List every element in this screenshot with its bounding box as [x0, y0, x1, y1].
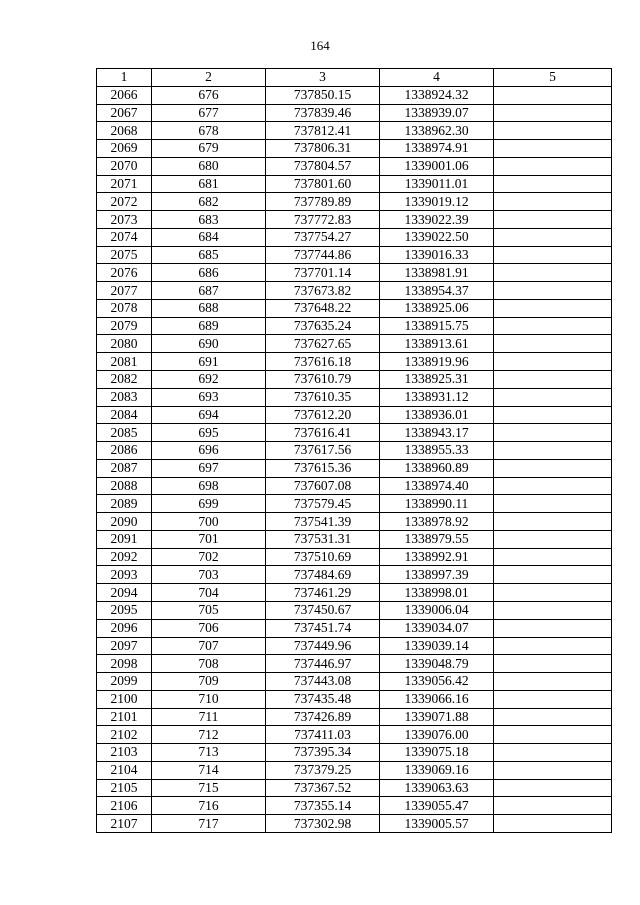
table-cell-col-2: 694 — [152, 406, 266, 424]
table-cell-col-1: 2068 — [97, 122, 152, 140]
table-cell-col-1: 2107 — [97, 815, 152, 833]
table-cell-col-5 — [494, 140, 612, 158]
table-row — [97, 690, 612, 708]
table-cell-col-2: 676 — [152, 86, 266, 104]
table-row — [97, 637, 612, 655]
table-cell-col-4: 1338954.37 — [380, 282, 494, 300]
table-cell-col-1: 2088 — [97, 477, 152, 495]
table-row — [97, 157, 612, 175]
table-cell-col-5 — [494, 228, 612, 246]
table-cell-col-2: 698 — [152, 477, 266, 495]
table-row — [97, 815, 612, 833]
table-cell-col-5 — [494, 495, 612, 513]
table-cell-col-1: 2084 — [97, 406, 152, 424]
table-cell-col-1: 2075 — [97, 246, 152, 264]
table-cell-col-4: 1339075.18 — [380, 744, 494, 762]
page-number: 164 — [310, 38, 330, 53]
table-row — [97, 175, 612, 193]
table-cell-col-5 — [494, 513, 612, 531]
table-cell-col-4: 1338925.06 — [380, 299, 494, 317]
table-row — [97, 193, 612, 211]
table-cell-col-4: 1338919.96 — [380, 353, 494, 371]
table-cell-col-5 — [494, 477, 612, 495]
table-row — [97, 726, 612, 744]
table-cell-col-5 — [494, 566, 612, 584]
table-cell-col-1: 2106 — [97, 797, 152, 815]
table-cell-col-5 — [494, 211, 612, 229]
table-cell-col-2: 680 — [152, 157, 266, 175]
table-cell-col-3: 737579.45 — [266, 495, 380, 513]
table-cell-col-2: 717 — [152, 815, 266, 833]
table-cell-col-5 — [494, 601, 612, 619]
table-cell-col-4: 1339019.12 — [380, 193, 494, 211]
table-cell-col-4: 1338925.31 — [380, 371, 494, 389]
table-cell-col-1: 2098 — [97, 655, 152, 673]
table-cell-col-2: 708 — [152, 655, 266, 673]
table-cell-col-5 — [494, 175, 612, 193]
table-row — [97, 744, 612, 762]
table-cell-col-3: 737789.89 — [266, 193, 380, 211]
table-cell-col-5 — [494, 584, 612, 602]
table-cell-col-2: 716 — [152, 797, 266, 815]
table-cell-col-4: 1339063.63 — [380, 779, 494, 797]
table-cell-col-4: 1339016.33 — [380, 246, 494, 264]
table-cell-col-1: 2073 — [97, 211, 152, 229]
table-cell-col-3: 737804.57 — [266, 157, 380, 175]
table-cell-col-5 — [494, 299, 612, 317]
coordinates-table — [96, 68, 612, 833]
table-cell-col-3: 737812.41 — [266, 122, 380, 140]
table-cell-col-5 — [494, 708, 612, 726]
column-header-5: 5 — [494, 69, 612, 87]
table-cell-col-5 — [494, 317, 612, 335]
table-cell-col-1: 2078 — [97, 299, 152, 317]
table-cell-col-5 — [494, 761, 612, 779]
table-cell-col-2: 709 — [152, 673, 266, 691]
table-cell-col-5 — [494, 388, 612, 406]
table-cell-col-2: 683 — [152, 211, 266, 229]
table-cell-col-4: 1338962.30 — [380, 122, 494, 140]
table-cell-col-2: 710 — [152, 690, 266, 708]
table-cell-col-4: 1339005.57 — [380, 815, 494, 833]
table-cell-col-1: 2100 — [97, 690, 152, 708]
table-cell-col-2: 712 — [152, 726, 266, 744]
table-row — [97, 673, 612, 691]
table-cell-col-3: 737617.56 — [266, 442, 380, 460]
table-cell-col-2: 691 — [152, 353, 266, 371]
table-cell-col-1: 2101 — [97, 708, 152, 726]
table-cell-col-4: 1339076.00 — [380, 726, 494, 744]
table-cell-col-2: 688 — [152, 299, 266, 317]
table-row — [97, 655, 612, 673]
table-cell-col-4: 1338924.32 — [380, 86, 494, 104]
table-row — [97, 548, 612, 566]
table-cell-col-4: 1339071.88 — [380, 708, 494, 726]
table-cell-col-5 — [494, 459, 612, 477]
table-cell-col-3: 737801.60 — [266, 175, 380, 193]
table-row — [97, 140, 612, 158]
table-cell-col-1: 2071 — [97, 175, 152, 193]
table-cell-col-3: 737616.41 — [266, 424, 380, 442]
table-cell-col-4: 1338992.91 — [380, 548, 494, 566]
table-cell-col-5 — [494, 371, 612, 389]
table-cell-col-4: 1339055.47 — [380, 797, 494, 815]
table-cell-col-4: 1338931.12 — [380, 388, 494, 406]
table-cell-col-1: 2093 — [97, 566, 152, 584]
table-cell-col-1: 2103 — [97, 744, 152, 762]
table-row — [97, 371, 612, 389]
table-cell-col-1: 2083 — [97, 388, 152, 406]
table-row — [97, 353, 612, 371]
table-cell-col-2: 714 — [152, 761, 266, 779]
table-cell-col-1: 2096 — [97, 619, 152, 637]
table-cell-col-3: 737484.69 — [266, 566, 380, 584]
table-cell-col-4: 1338981.91 — [380, 264, 494, 282]
table-cell-col-1: 2081 — [97, 353, 152, 371]
table-cell-col-1: 2074 — [97, 228, 152, 246]
table-cell-col-1: 2105 — [97, 779, 152, 797]
table-row — [97, 388, 612, 406]
table-cell-col-2: 690 — [152, 335, 266, 353]
table-cell-col-3: 737839.46 — [266, 104, 380, 122]
table-cell-col-4: 1339001.06 — [380, 157, 494, 175]
table-header — [97, 69, 612, 87]
table-row — [97, 566, 612, 584]
table-cell-col-4: 1339066.16 — [380, 690, 494, 708]
table-row — [97, 299, 612, 317]
table-row — [97, 442, 612, 460]
table-row — [97, 104, 612, 122]
table-cell-col-2: 696 — [152, 442, 266, 460]
table-cell-col-2: 715 — [152, 779, 266, 797]
table-cell-col-3: 737395.34 — [266, 744, 380, 762]
table-cell-col-3: 737607.08 — [266, 477, 380, 495]
table-cell-col-5 — [494, 282, 612, 300]
table-cell-col-1: 2104 — [97, 761, 152, 779]
table-cell-col-5 — [494, 246, 612, 264]
column-header-3: 3 — [266, 69, 380, 87]
table-cell-col-5 — [494, 744, 612, 762]
table-cell-col-4: 1339022.39 — [380, 211, 494, 229]
table-row — [97, 495, 612, 513]
table-cell-col-5 — [494, 424, 612, 442]
table-cell-col-1: 2076 — [97, 264, 152, 282]
table-cell-col-5 — [494, 86, 612, 104]
table-cell-col-3: 737744.86 — [266, 246, 380, 264]
table-cell-col-2: 704 — [152, 584, 266, 602]
table-cell-col-3: 737772.83 — [266, 211, 380, 229]
table-cell-col-3: 737615.36 — [266, 459, 380, 477]
table-cell-col-3: 737379.25 — [266, 761, 380, 779]
header-row — [97, 69, 612, 87]
table-cell-col-3: 737411.03 — [266, 726, 380, 744]
table-cell-col-4: 1338913.61 — [380, 335, 494, 353]
table-row — [97, 264, 612, 282]
table-row — [97, 761, 612, 779]
table-cell-col-2: 701 — [152, 530, 266, 548]
table-cell-col-1: 2102 — [97, 726, 152, 744]
table-cell-col-5 — [494, 726, 612, 744]
table-cell-col-5 — [494, 779, 612, 797]
column-header-2: 2 — [152, 69, 266, 87]
table-row — [97, 797, 612, 815]
table-cell-col-2: 692 — [152, 371, 266, 389]
table-cell-col-2: 697 — [152, 459, 266, 477]
table-cell-col-4: 1339048.79 — [380, 655, 494, 673]
table-cell-col-5 — [494, 655, 612, 673]
table-cell-col-3: 737616.18 — [266, 353, 380, 371]
table-cell-col-3: 737426.89 — [266, 708, 380, 726]
table-cell-col-2: 682 — [152, 193, 266, 211]
table-cell-col-5 — [494, 530, 612, 548]
table-cell-col-2: 693 — [152, 388, 266, 406]
table-cell-col-4: 1338990.11 — [380, 495, 494, 513]
column-header-4: 4 — [380, 69, 494, 87]
table-cell-col-2: 689 — [152, 317, 266, 335]
table-cell-col-2: 686 — [152, 264, 266, 282]
table-row — [97, 601, 612, 619]
table-row — [97, 228, 612, 246]
table-cell-col-4: 1338960.89 — [380, 459, 494, 477]
table-row — [97, 584, 612, 602]
table-cell-col-5 — [494, 335, 612, 353]
table-cell-col-5 — [494, 157, 612, 175]
table-cell-col-1: 2094 — [97, 584, 152, 602]
table-cell-col-5 — [494, 264, 612, 282]
table-cell-col-2: 702 — [152, 548, 266, 566]
table-row — [97, 246, 612, 264]
table-cell-col-1: 2092 — [97, 548, 152, 566]
table-row — [97, 530, 612, 548]
table-cell-col-2: 678 — [152, 122, 266, 140]
table-cell-col-3: 737610.79 — [266, 371, 380, 389]
table-cell-col-3: 737635.24 — [266, 317, 380, 335]
table-row — [97, 708, 612, 726]
table-cell-col-2: 711 — [152, 708, 266, 726]
table-cell-col-1: 2079 — [97, 317, 152, 335]
table-cell-col-1: 2099 — [97, 673, 152, 691]
table-row — [97, 122, 612, 140]
table-cell-col-1: 2086 — [97, 442, 152, 460]
table-cell-col-1: 2080 — [97, 335, 152, 353]
table-cell-col-2: 703 — [152, 566, 266, 584]
table-cell-col-1: 2069 — [97, 140, 152, 158]
table-cell-col-1: 2089 — [97, 495, 152, 513]
table-cell-col-5 — [494, 619, 612, 637]
table-cell-col-2: 699 — [152, 495, 266, 513]
table-cell-col-3: 737367.52 — [266, 779, 380, 797]
table-cell-col-5 — [494, 815, 612, 833]
table-cell-col-4: 1339006.04 — [380, 601, 494, 619]
table-cell-col-3: 737355.14 — [266, 797, 380, 815]
table-row — [97, 424, 612, 442]
table-cell-col-1: 2070 — [97, 157, 152, 175]
table-cell-col-3: 737450.67 — [266, 601, 380, 619]
table-cell-col-4: 1339069.16 — [380, 761, 494, 779]
table-cell-col-3: 737443.08 — [266, 673, 380, 691]
column-header-1: 1 — [97, 69, 152, 87]
table-cell-col-2: 700 — [152, 513, 266, 531]
table-row — [97, 406, 612, 424]
table-cell-col-1: 2097 — [97, 637, 152, 655]
table-cell-col-2: 687 — [152, 282, 266, 300]
table-cell-col-3: 737435.48 — [266, 690, 380, 708]
table-cell-col-3: 737449.96 — [266, 637, 380, 655]
table-cell-col-2: 681 — [152, 175, 266, 193]
table-row — [97, 513, 612, 531]
table-cell-col-3: 737701.14 — [266, 264, 380, 282]
table-cell-col-5 — [494, 548, 612, 566]
table-cell-col-5 — [494, 797, 612, 815]
table-cell-col-4: 1338974.91 — [380, 140, 494, 158]
table-row — [97, 335, 612, 353]
table-cell-col-5 — [494, 673, 612, 691]
table-cell-col-4: 1338955.33 — [380, 442, 494, 460]
table-cell-col-3: 737531.31 — [266, 530, 380, 548]
table-cell-col-2: 685 — [152, 246, 266, 264]
table-cell-col-1: 2082 — [97, 371, 152, 389]
table-cell-col-1: 2066 — [97, 86, 152, 104]
table-cell-col-4: 1339034.07 — [380, 619, 494, 637]
table-cell-col-4: 1338943.17 — [380, 424, 494, 442]
table-cell-col-2: 713 — [152, 744, 266, 762]
table-cell-col-2: 677 — [152, 104, 266, 122]
table-cell-col-2: 705 — [152, 601, 266, 619]
table-cell-col-3: 737510.69 — [266, 548, 380, 566]
table-cell-col-4: 1338939.07 — [380, 104, 494, 122]
table-cell-col-3: 737461.29 — [266, 584, 380, 602]
table-cell-col-1: 2091 — [97, 530, 152, 548]
table-cell-col-4: 1338979.55 — [380, 530, 494, 548]
table-cell-col-4: 1339022.50 — [380, 228, 494, 246]
table-cell-col-2: 684 — [152, 228, 266, 246]
table-cell-col-1: 2067 — [97, 104, 152, 122]
table-cell-col-5 — [494, 353, 612, 371]
table-cell-col-3: 737541.39 — [266, 513, 380, 531]
table-cell-col-5 — [494, 193, 612, 211]
table-cell-col-4: 1338998.01 — [380, 584, 494, 602]
table-cell-col-3: 737610.35 — [266, 388, 380, 406]
table-cell-col-3: 737648.22 — [266, 299, 380, 317]
table-cell-col-3: 737451.74 — [266, 619, 380, 637]
table-row — [97, 459, 612, 477]
table-cell-col-1: 2095 — [97, 601, 152, 619]
table-cell-col-4: 1338915.75 — [380, 317, 494, 335]
table-cell-col-5 — [494, 104, 612, 122]
table-row — [97, 477, 612, 495]
table-cell-col-4: 1338978.92 — [380, 513, 494, 531]
table-cell-col-2: 679 — [152, 140, 266, 158]
table-cell-col-1: 2090 — [97, 513, 152, 531]
table-cell-col-4: 1339039.14 — [380, 637, 494, 655]
table-cell-col-2: 707 — [152, 637, 266, 655]
table-row — [97, 779, 612, 797]
table-cell-col-4: 1339056.42 — [380, 673, 494, 691]
table-cell-col-3: 737850.15 — [266, 86, 380, 104]
table-cell-col-5 — [494, 637, 612, 655]
table-cell-col-2: 706 — [152, 619, 266, 637]
table-cell-col-5 — [494, 122, 612, 140]
table-row — [97, 282, 612, 300]
table-cell-col-3: 737754.27 — [266, 228, 380, 246]
table-cell-col-2: 695 — [152, 424, 266, 442]
table-cell-col-4: 1338974.40 — [380, 477, 494, 495]
table-row — [97, 619, 612, 637]
table-cell-col-4: 1338936.01 — [380, 406, 494, 424]
table-cell-col-3: 737673.82 — [266, 282, 380, 300]
table-cell-col-3: 737627.65 — [266, 335, 380, 353]
table-cell-col-5 — [494, 442, 612, 460]
table-cell-col-3: 737806.31 — [266, 140, 380, 158]
table-cell-col-3: 737446.97 — [266, 655, 380, 673]
table-cell-col-4: 1338997.39 — [380, 566, 494, 584]
table-row — [97, 211, 612, 229]
table-cell-col-4: 1339011.01 — [380, 175, 494, 193]
table-cell-col-1: 2085 — [97, 424, 152, 442]
table-cell-col-3: 737302.98 — [266, 815, 380, 833]
table-cell-col-5 — [494, 690, 612, 708]
table-cell-col-1: 2072 — [97, 193, 152, 211]
table-row — [97, 86, 612, 104]
table-cell-col-1: 2077 — [97, 282, 152, 300]
table-cell-col-1: 2087 — [97, 459, 152, 477]
table-row — [97, 317, 612, 335]
table-body — [97, 86, 612, 832]
table-cell-col-3: 737612.20 — [266, 406, 380, 424]
table-cell-col-5 — [494, 406, 612, 424]
